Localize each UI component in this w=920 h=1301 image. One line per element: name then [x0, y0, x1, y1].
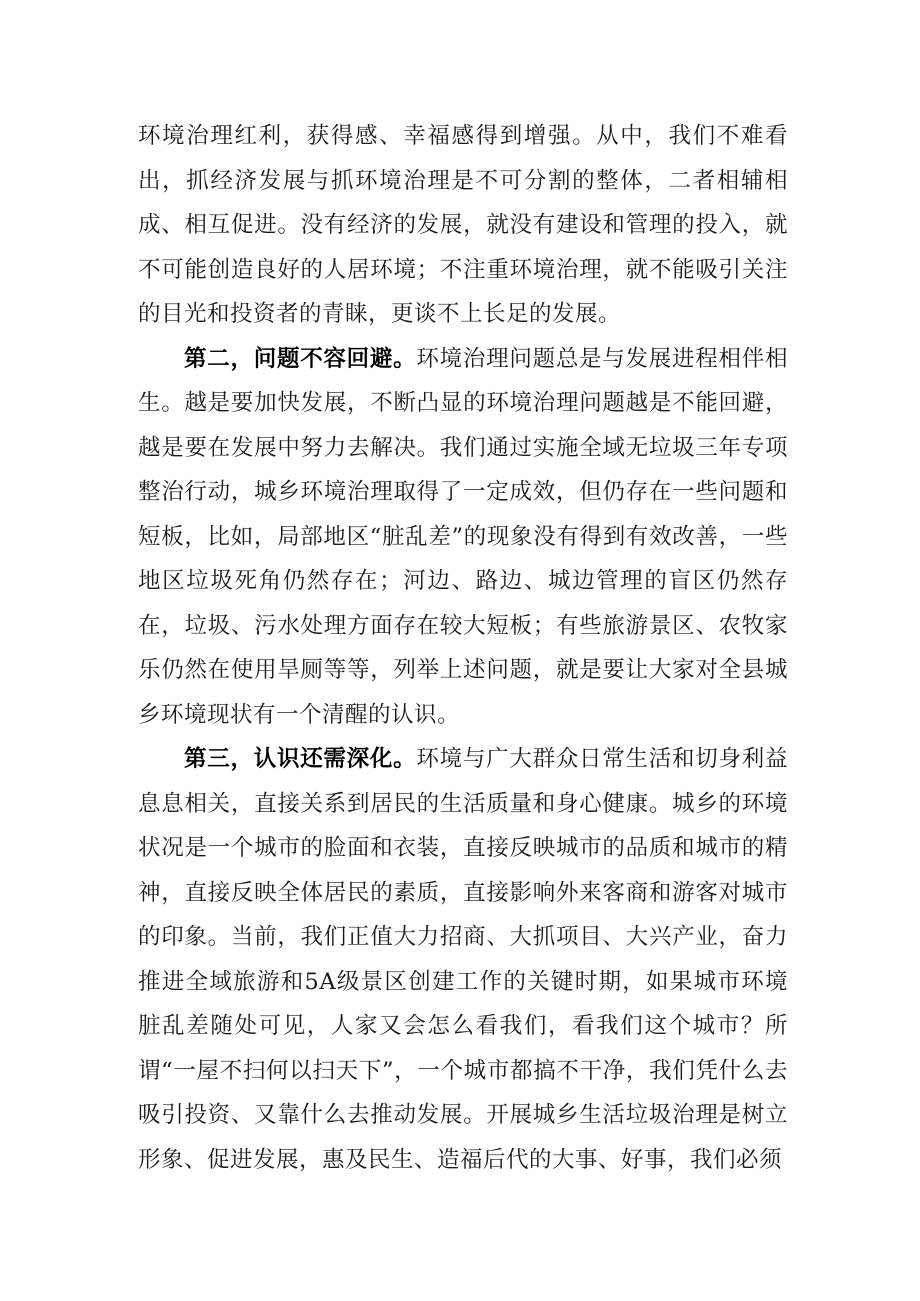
paragraph-continuation: [138, 114, 788, 337]
paragraph-text: 环境治理红利，获得感、幸福感得到增强。从中，我们不难看出，抓经济发展与抓环境治理是不可分割的整体，二者相辅相成、相互促进。没有经济的发展，就没有建设和管理的投入，就不可能创造良好的人居环境；不注重环境治理，就不能吸引关注的目光和投资者的青睐，更谈不上长足的发展。: [138, 123, 788, 327]
paragraph-lead: 第三，认识还需深化。: [184, 746, 417, 772]
document-body: [138, 114, 788, 1182]
paragraph-lead: 第二，问题不容回避。: [184, 345, 417, 372]
paragraph-text: 环境治理问题总是与发展进程相伴相生。越是要加快发展，不断凸显的环境治理问题越是不能回避，越是要在发展中努力去解决。我们通过实施全域无垃圾三年专项整治行动，城乡环境治理取得了一定成效，但仍存在一些问题和短板，比如，局部地区“脏乱差”的现象没有得到有效改善，一些地区垃圾死角仍然存在；河边、路边、城边管理的盲区仍然存在，垃圾、污水处理方面存在较大短板；有些旅游景区、农牧家乐仍然在使用旱厕等等，列举上述问题，就是要让大家对全县城乡环境现状有一个清醒的认识。: [138, 345, 788, 728]
paragraph-text: 环境与广大群众日常生活和切身利益息息相关，直接关系到居民的生活质量和身心健康。城乡的环境状况是一个城市的脸面和衣装，直接反映城市的品质和城市的精神，直接反映全体居民的素质，直接影响外来客商和游客对城市的印象。当前，我们正值大力招商、大抓项目、大兴产业，奋力推进全域旅游和5A级景区创建工作的关键时期，如果城市环境脏乱差随处可见，人家又会怎么看我们，看我们这个城市？所谓“一屋不扫何以扫天下”，一个城市都搞不干净，我们凭什么去吸引投资、又靠什么去推动发展。开展城乡生活垃圾治理是树立形象、促进发展，惠及民生、造福后代的大事、好事，我们必须: [138, 746, 788, 1173]
paragraph-second-point: [138, 337, 788, 738]
paragraph-third-point: [138, 737, 788, 1182]
